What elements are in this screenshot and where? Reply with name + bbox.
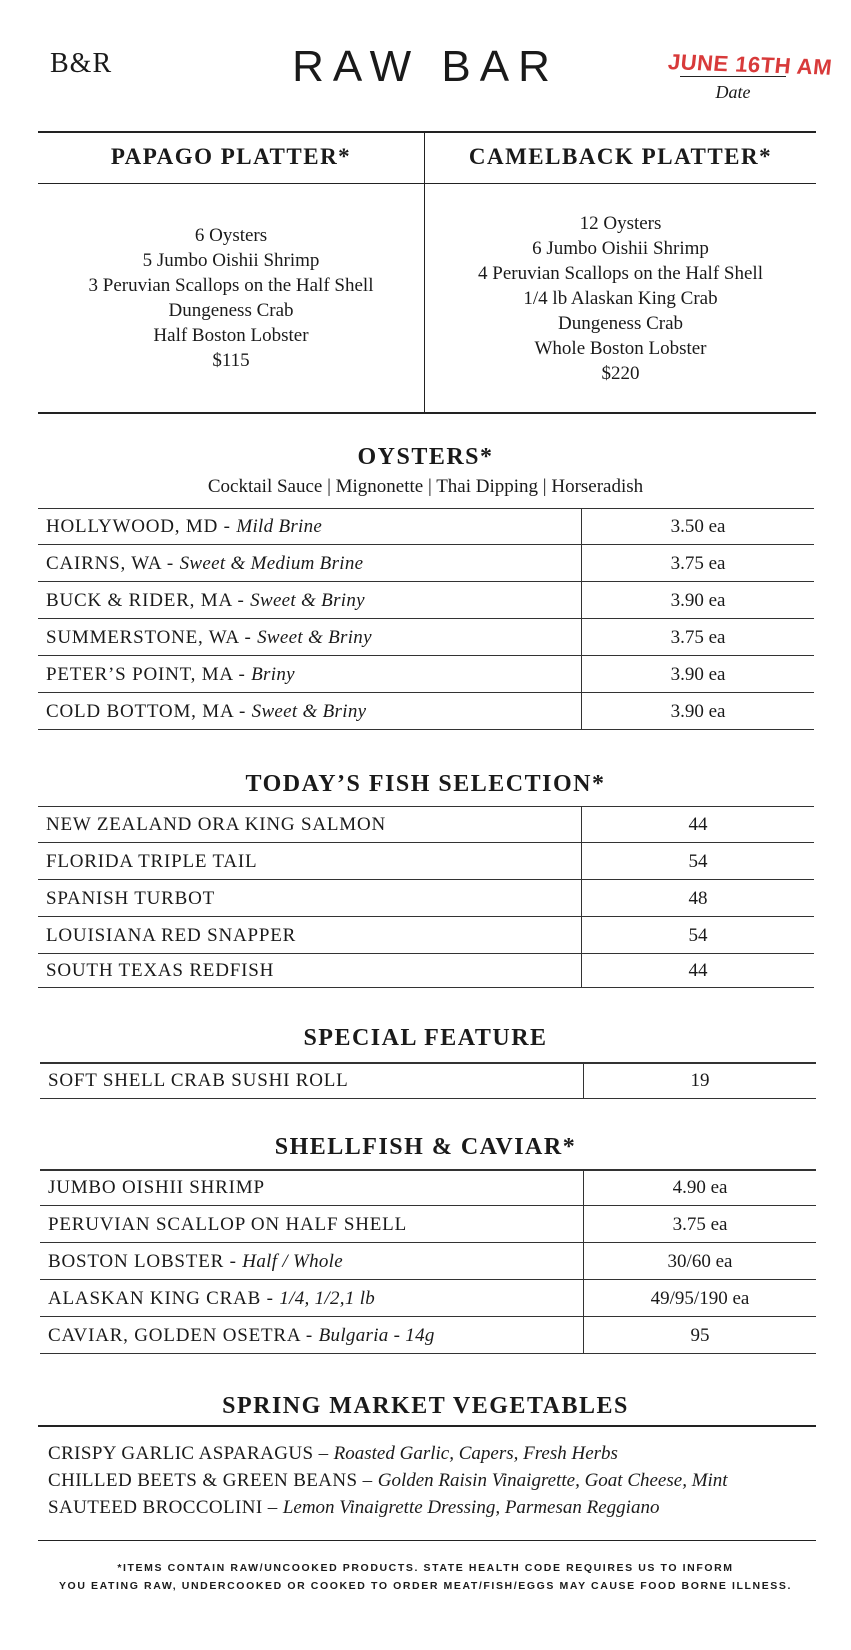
item-price: 3.75 ea (583, 1206, 816, 1242)
platter-price: $220 (601, 363, 640, 384)
item-name: COLD BOTTOM, MA - Sweet & Briny (46, 701, 367, 722)
platter-items-camelback (425, 211, 816, 386)
table-row (38, 693, 814, 730)
platter-item: Whole Boston Lobster (534, 338, 707, 359)
platter-price: $115 (212, 350, 250, 371)
item-name: BOSTON LOBSTER - Half / Whole (48, 1251, 343, 1272)
health-disclaimer-line-2: YOU EATING RAW, UNDERCOOKED OR COOKED TO ORDER MEAT/FISH/EGGS MAY CAUSE FOOD BORNE ILLNESS. (58, 1580, 793, 1592)
shellfish-title: SHELLFISH & CAVIAR* (274, 1134, 577, 1160)
table-row (40, 1280, 816, 1317)
item-price: 3.90 ea (581, 656, 814, 692)
vegetable-item: CHILLED BEETS & GREEN BEANS – Golden Raisin Vinaigrette, Goat Cheese, Mint (48, 1470, 728, 1491)
item-name: SOUTH TEXAS REDFISH (46, 960, 275, 981)
special-title: SPECIAL FEATURE (303, 1025, 548, 1051)
item-price: 3.50 ea (581, 508, 814, 544)
page-title: RAW BAR (292, 42, 559, 91)
vegetable-item: CRISPY GARLIC ASPARAGUS – Roasted Garlic, Capers, Fresh Herbs (48, 1443, 618, 1464)
item-price: 19 (583, 1062, 816, 1098)
platter-item: 3 Peruvian Scallops on the Half Shell (88, 275, 374, 296)
item-price: 48 (581, 880, 814, 916)
platter-item: Dungeness Crab (168, 300, 294, 321)
platter-item: Dungeness Crab (557, 313, 684, 334)
item-price: 3.90 ea (581, 582, 814, 618)
handwritten-date: JUNE 16TH AM (666, 49, 834, 80)
restaurant-logo: B&R (50, 48, 113, 79)
platter-item: 6 Oysters (194, 225, 268, 246)
item-name: ALASKAN KING CRAB - 1/4, 1/2,1 lb (48, 1288, 376, 1309)
item-price: 54 (581, 917, 814, 953)
item-name: NEW ZEALAND ORA KING SALMON (46, 814, 387, 835)
table-row (38, 656, 814, 693)
item-price: 44 (581, 806, 814, 842)
item-price: 49/95/190 ea (583, 1280, 816, 1316)
item-price: 3.75 ea (581, 619, 814, 655)
item-price: 4.90 ea (583, 1169, 816, 1205)
item-name: BUCK & RIDER, MA - Sweet & Briny (46, 590, 365, 611)
fish-title: TODAY’S FISH SELECTION* (245, 771, 606, 797)
item-price: 30/60 ea (583, 1243, 816, 1279)
item-name: CAIRNS, WA - Sweet & Medium Brine (46, 553, 364, 574)
item-name: CAVIAR, GOLDEN OSETRA - Bulgaria - 14g (48, 1325, 435, 1346)
table-row (38, 582, 814, 619)
table-row (40, 1317, 816, 1354)
platter-item: 5 Jumbo Oishii Shrimp (142, 250, 320, 271)
item-name: SOFT SHELL CRAB SUSHI ROLL (48, 1070, 349, 1091)
platter-title-papago: PAPAGO PLATTER* (110, 144, 352, 169)
table-row (38, 954, 814, 988)
item-name: JUMBO OISHII SHRIMP (48, 1177, 265, 1198)
vegetables-top-rule (38, 1425, 816, 1427)
platter-title-camelback: CAMELBACK PLATTER* (468, 144, 773, 169)
platter-item: 12 Oysters (579, 213, 662, 234)
item-price: 3.75 ea (581, 545, 814, 581)
platter-items-papago (38, 223, 424, 373)
table-row (38, 843, 814, 880)
table-row (38, 917, 814, 954)
platter-item: 1/4 lb Alaskan King Crab (523, 288, 718, 309)
item-name: HOLLYWOOD, MD - Mild Brine (46, 516, 323, 537)
table-row (40, 1206, 816, 1243)
item-name: PERUVIAN SCALLOP ON HALF SHELL (48, 1214, 407, 1235)
vegetables-title: SPRING MARKET VEGETABLES (222, 1393, 629, 1419)
item-price: 3.90 ea (581, 693, 814, 729)
platters-header-rule (38, 183, 816, 184)
item-name: FLORIDA TRIPLE TAIL (46, 851, 258, 872)
vegetable-item: SAUTEED BROCCOLINI – Lemon Vinaigrette Dressing, Parmesan Reggiano (48, 1497, 660, 1518)
oysters-title: OYSTERS* (357, 444, 494, 470)
item-price: 54 (581, 843, 814, 879)
date-label: Date (715, 82, 751, 102)
health-disclaimer-line-1: *ITEMS CONTAIN RAW/UNCOOKED PRODUCTS. STATE HEALTH CODE REQUIRES US TO INFORM (117, 1562, 734, 1574)
date-underline (680, 76, 786, 77)
table-row (38, 880, 814, 917)
item-name: SPANISH TURBOT (46, 888, 216, 909)
item-name: SUMMERSTONE, WA - Sweet & Briny (46, 627, 372, 648)
table-row (38, 545, 814, 582)
table-row (40, 1243, 816, 1280)
platter-item: 6 Jumbo Oishii Shrimp (532, 238, 709, 259)
item-name: LOUISIANA RED SNAPPER (46, 925, 297, 946)
table-row (38, 806, 814, 843)
item-name: PETER’S POINT, MA - Briny (46, 664, 295, 685)
oysters-sauces: Cocktail Sauce | Mignonette | Thai Dipping | Horseradish (207, 476, 644, 497)
table-row (40, 1169, 816, 1206)
platter-item: 4 Peruvian Scallops on the Half Shell (478, 263, 763, 284)
platter-item: Half Boston Lobster (153, 325, 309, 346)
vegetables-bottom-rule (38, 1540, 816, 1541)
table-row (38, 619, 814, 656)
item-price: 44 (581, 954, 814, 987)
item-price: 95 (583, 1317, 816, 1353)
table-row (40, 1062, 816, 1099)
table-row (38, 508, 814, 545)
